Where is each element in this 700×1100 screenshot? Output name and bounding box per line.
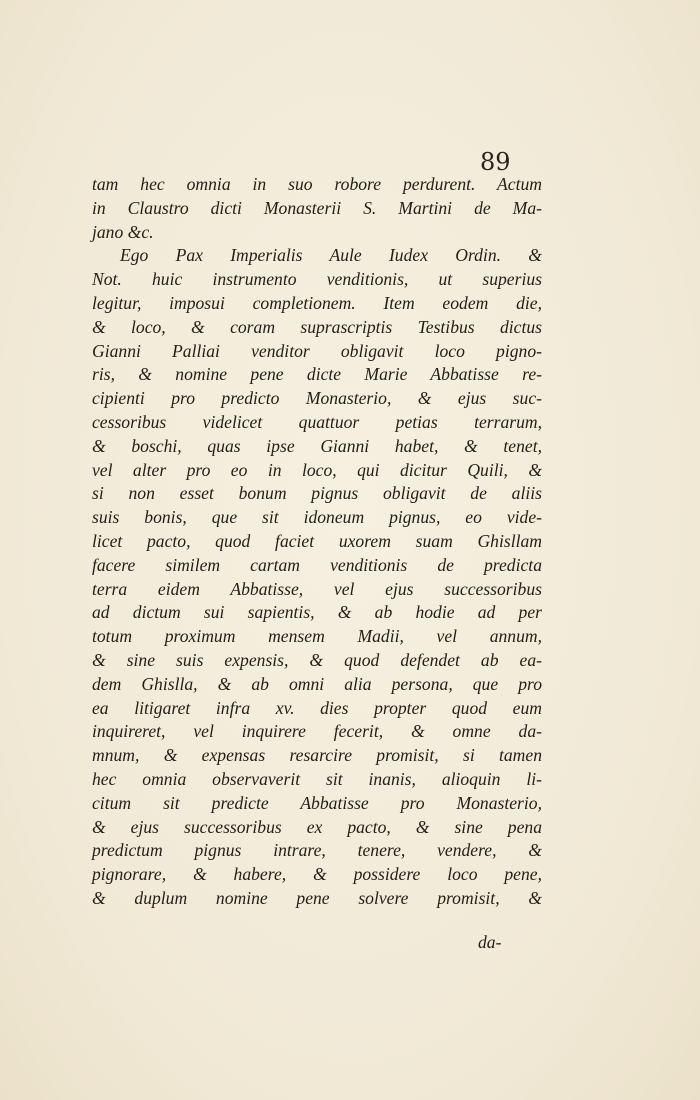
text-line: & sine suis expensis, & quod defendet ab ea- <box>92 649 542 670</box>
text-line: vel alter pro eo in loco, qui dicitur Quili, & <box>92 459 542 480</box>
text-line: ea litigaret infra xv. dies propter quod eum <box>92 697 542 718</box>
text-line: terra eidem Abbatisse, vel ejus successoribus <box>92 578 542 599</box>
text-line: citum sit predicte Abbatisse pro Monasterio, <box>92 792 542 813</box>
text-line: predictum pignus intrare, tenere, vendere, & <box>92 840 542 861</box>
text-line: licet pacto, quod faciet uxorem suam Ghisllam <box>92 530 542 551</box>
text-line: in Claustro dicti Monasterii S. Martini de Ma- <box>92 197 542 218</box>
text-line: totum proximum mensem Madii, vel annum, <box>92 626 542 647</box>
text-line: pignorare, & habere, & possidere loco pene, <box>92 864 542 885</box>
text-line: cessoribus videlicet quattuor petias terrarum, <box>92 411 542 432</box>
text-line: & duplum nomine pene solvere promisit, & <box>92 887 542 908</box>
text-line: suis bonis, que sit idoneum pignus, eo vide- <box>92 507 542 528</box>
text-line: cipienti pro predicto Monasterio, & ejus suc- <box>92 388 542 409</box>
text-line: dem Ghislla, & ab omni alia persona, que pro <box>92 673 542 694</box>
text-line: facere similem cartam venditionis de predicta <box>92 554 542 575</box>
catchword: da- <box>478 932 502 952</box>
text-line: & ejus successoribus ex pacto, & sine pena <box>92 816 542 837</box>
text-line: hec omnia observaverit sit inanis, alioquin li- <box>92 768 542 789</box>
text-line: Not. huic instrumento venditionis, ut superius <box>92 269 542 290</box>
text-line: inquireret, vel inquirere fecerit, & omne da- <box>92 721 542 742</box>
text-line: jano &c. <box>92 221 154 242</box>
text-line: Gianni Palliai venditor obligavit loco pigno- <box>92 340 542 361</box>
text-line: ad dictum sui sapientis, & ab hodie ad per <box>92 602 542 623</box>
text-line: Ego Pax Imperialis Aule Iudex Ordin. & <box>120 245 542 266</box>
text-line: legitur, imposui completionem. Item eodem die, <box>92 292 542 313</box>
text-line: mnum, & expensas resarcire promisit, si tamen <box>92 745 542 766</box>
text-line: si non esset bonum pignus obligavit de aliis <box>92 483 542 504</box>
text-line: ris, & nomine pene dicte Marie Abbatisse re- <box>92 364 542 385</box>
text-line: & boschi, quas ipse Gianni habet, & tenet, <box>92 435 542 456</box>
body-text <box>92 173 542 911</box>
text-line: tam hec omnia in suo robore perdurent. Actum <box>92 174 542 194</box>
text-line: & loco, & coram suprascriptis Testibus dictus <box>92 316 542 337</box>
page-number: 89 <box>480 148 511 176</box>
